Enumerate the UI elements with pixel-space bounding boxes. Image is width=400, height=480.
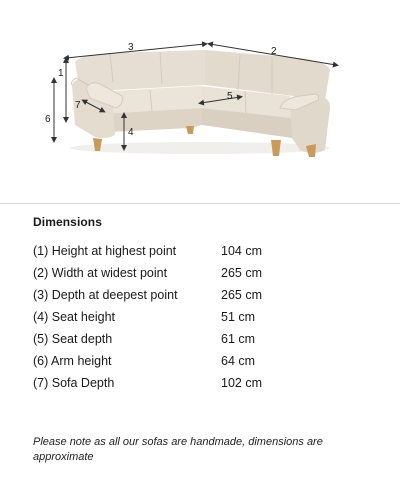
dimension-label: (1) Height at highest point xyxy=(33,244,177,258)
handmade-disclaimer: Please note as all our sofas are handmade, dimensions are approximate xyxy=(33,436,323,463)
dimension-row-sofa-depth xyxy=(33,376,373,398)
leg xyxy=(306,144,316,157)
dimension-row-height xyxy=(33,244,373,266)
dimension-label: (4) Seat height xyxy=(33,310,115,324)
leg xyxy=(271,140,281,156)
dimension-row-seat-depth xyxy=(33,332,373,354)
dimension-row-seat-height xyxy=(33,310,373,332)
dimension-row-width xyxy=(33,266,373,288)
dimension-label-5: 5 xyxy=(227,91,233,102)
dimension-value: 102 cm xyxy=(221,376,262,390)
dimension-label: (3) Depth at deepest point xyxy=(33,288,178,302)
section-divider xyxy=(0,203,400,204)
dimension-value: 265 cm xyxy=(221,266,262,280)
dimension-label: (7) Sofa Depth xyxy=(33,376,115,390)
dimension-value: 61 cm xyxy=(221,332,256,346)
sofa-illustration xyxy=(0,0,400,200)
dimension-value: 265 cm xyxy=(221,288,262,302)
dimensions-heading: Dimensions xyxy=(33,215,103,229)
dimension-label-4: 4 xyxy=(128,127,134,138)
dimensions-list xyxy=(33,244,373,398)
dimension-label-1: 1 xyxy=(58,68,64,79)
sofa-dimension-diagram xyxy=(0,0,400,200)
leg xyxy=(186,126,194,134)
dimension-row-arm-height xyxy=(33,354,373,376)
dimension-label: (2) Width at widest point xyxy=(33,266,168,280)
dimension-label: (6) Arm height xyxy=(33,354,112,368)
floor-shadow xyxy=(70,142,330,154)
dimension-value: 64 cm xyxy=(221,354,256,368)
dimension-value: 104 cm xyxy=(221,244,262,258)
dimension-label-3: 3 xyxy=(128,42,134,53)
dimension-value: 51 cm xyxy=(221,310,256,324)
dimension-row-depth xyxy=(33,288,373,310)
dimension-label-6: 6 xyxy=(45,114,51,125)
dimension-label-2: 2 xyxy=(271,46,277,57)
dimension-label: (5) Seat depth xyxy=(33,332,113,346)
dimension-label-7: 7 xyxy=(75,100,81,111)
